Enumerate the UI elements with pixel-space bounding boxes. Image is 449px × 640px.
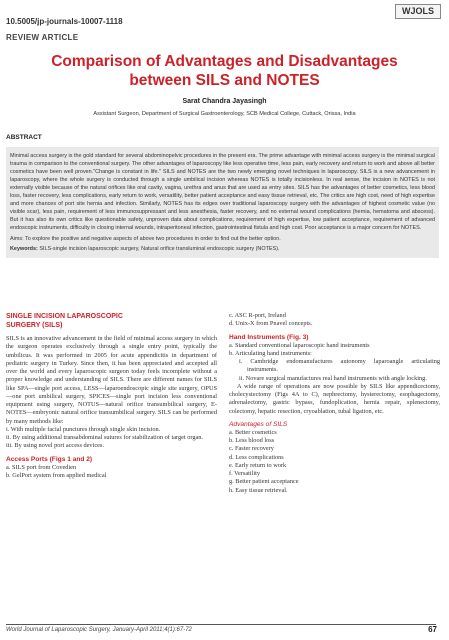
title-line-2: between SILS and NOTES bbox=[129, 72, 320, 89]
abstract-aims: Aims: To explore the positive and negative aspects of above two procedures in order to find out the better option. bbox=[10, 236, 281, 243]
ports-list bbox=[6, 464, 217, 481]
doi-line[interactable]: 10.5005/jp-journals-10007-1118 bbox=[6, 17, 123, 26]
article-type-label: REVIEW ARTICLE bbox=[6, 33, 79, 42]
right-column bbox=[229, 312, 440, 495]
author-affiliation: Assistant Surgeon, Department of Surgical Gastroenterology, SCB Medical College, Cuttack, Orissa, India bbox=[93, 111, 356, 117]
abstract-box bbox=[6, 147, 439, 258]
list-item: f. Versatility bbox=[229, 470, 261, 477]
section-heading-line-2: SURGERY (SILS) bbox=[6, 322, 63, 329]
section-heading-sils bbox=[6, 312, 217, 330]
list-item: i. With multiple facial punctures through single skin incision. bbox=[6, 425, 161, 433]
list-item: a. Better cosmetics bbox=[229, 428, 277, 436]
author-name: Sarat Chandra Jayasingh bbox=[182, 98, 267, 105]
page-number: 67 bbox=[428, 625, 437, 634]
left-column bbox=[6, 312, 217, 480]
ports-list-continued bbox=[229, 312, 440, 329]
hand-instruments-list bbox=[229, 342, 440, 383]
journal-tag: WJOLS bbox=[395, 4, 441, 19]
list-item: i. Cambridge endomanufactures autonomy laparoangle articulating instruments. bbox=[239, 358, 440, 374]
list-item: ii. By using additional transabdominal sutures for stabilization of target organ. bbox=[6, 434, 204, 441]
access-ports-heading: Access Ports (Figs 1 and 2) bbox=[6, 455, 93, 463]
list-item: g. Better patient acceptance bbox=[229, 478, 299, 486]
advantages-list bbox=[229, 429, 440, 495]
hand-instruments-heading: Hand Instruments (Fig. 3) bbox=[229, 333, 309, 341]
list-item: a. SILS port from Covedien bbox=[6, 463, 77, 471]
sils-intro-paragraph: SILS is an innovative advancement in the field of minimal access surgery in which the surgeon operates exclusively through a single entry point, typically the umbilicus. It was performed in 2005 for acute appendicitis in department of pediatric surgery in Turkey. Since then, it has been appreciated and accepted all over the world and every laparoscopic surgeon today feels incomplete without a proper knowledge and understanding of SILS. There are different names for SILS like SPA—single port access, LESS—laparoendoscopic single site surgery, OPUS—one port umbilical surgery, SPICES—single port incision less conventional equipment using surgery, NOTUS—natural orifice transumbilical surgery, E-NOTES—embryonic natural orifice transumbilical surgery. SILS can be performed by many methods like: bbox=[6, 335, 217, 425]
list-item: c. ASC R-port, Ireland bbox=[229, 312, 286, 319]
keywords-text: SILS-single incision laparoscopic surgery, Natural orifice transluminal endoscopic surgery (NOTES). bbox=[39, 245, 280, 252]
advantages-heading: Advantages of SILS bbox=[229, 420, 288, 428]
list-item: iii. By using novel port access devices. bbox=[6, 442, 104, 450]
footer-divider bbox=[6, 624, 436, 625]
list-item: d. Unix-X from Pnavel concepts. bbox=[229, 320, 313, 328]
abstract-body: Minimal access surgery is the gold standard for several abdominopelvic procedures in the present era. The prime advantage with minimal access surgery is the minimal surgical trauma in comparison to the conventional surgery. The other advantages of laparoscopy like less operative time, less pain, early recovery and return to work and above all better cosmetics have been well proven."Change is constant in life." SILS and NOTES are the two newly emerging novel techniques in laparoscopy. SILS is a new advancement in laparoscopy, where the whole surgery is conducted through a single umbilical incision whereas NOTES is totally incisionless. In real sense, the incision in NOTES is not externally visible because of the natural orifices like oral cavity, vagina, urethra and anus that are used as entry sites. SILS has the advantages of better cosmetics, less blood loss, faster recovery, less complications, early return to work, versatility, better patient acceptance and easy tissue retrieval, etc. The critics are high cost, need of high expertise and more chances of port site hernia and infection. Similarly, NOTES has its edges over traditional laparoscopy surgery with the advantages of highest cosmetic value (no visible scar), less pain, requirement of less immunosuppressant and less anesthesia, faster recovery, and no external wound complications (hernia, hematoma and abscess). But it has also its own critics like questionable safety, unproven data about complications, requirement of high expertise, low patient acceptance, requirement of advanced endoscopic instruments, difficulty in closing internal wounds, intraperitoneal infection, gastrointestinal fistula and high cost. Poor acceptance is a major concern for NOTES. bbox=[10, 153, 435, 232]
abstract-heading: ABSTRACT bbox=[6, 134, 42, 141]
list-item: b. Less blood loss bbox=[229, 437, 275, 444]
procedures-paragraph: A wide range of operations are now possible by SILS like appendicectomy, cholecystectomy (Figs 4A to C), nephrectomy, hysterectomy, esophagectomy, adrenalectomy, gastric bypass, fundoplication, hernia repair, splenectomy, colectomy, hepatic resection, cryoablation, tubal ligation, etc. bbox=[229, 382, 440, 415]
section-heading-line-1: SINGLE INCISION LAPAROSCOPIC bbox=[6, 313, 123, 320]
methods-list bbox=[6, 426, 217, 451]
list-item: a. Standard conventional laparoscopic hand instruments bbox=[229, 341, 370, 349]
list-item: d. Less complications bbox=[229, 453, 284, 461]
abstract-keywords bbox=[10, 245, 435, 253]
footer-citation: World Journal of Laparoscopic Surgery, January-April 2011;4(1):67-72 bbox=[6, 627, 192, 633]
list-item: c. Faster recovery bbox=[229, 445, 274, 453]
list-item: b. GelPort system from applied medical bbox=[6, 471, 107, 479]
title-line-1: Comparison of Advantages and Disadvantages bbox=[51, 53, 398, 70]
list-item: ii. Novare surgical manufactures real hand instruments with angle locking. bbox=[239, 374, 427, 382]
article-title bbox=[20, 52, 429, 90]
list-item: e. Early return to work bbox=[229, 461, 287, 469]
list-item: h. Easy tissue retrieval. bbox=[229, 486, 288, 494]
keywords-label: Keywords: bbox=[10, 245, 38, 252]
list-item: b. Articulating hand instruments: bbox=[229, 349, 312, 357]
